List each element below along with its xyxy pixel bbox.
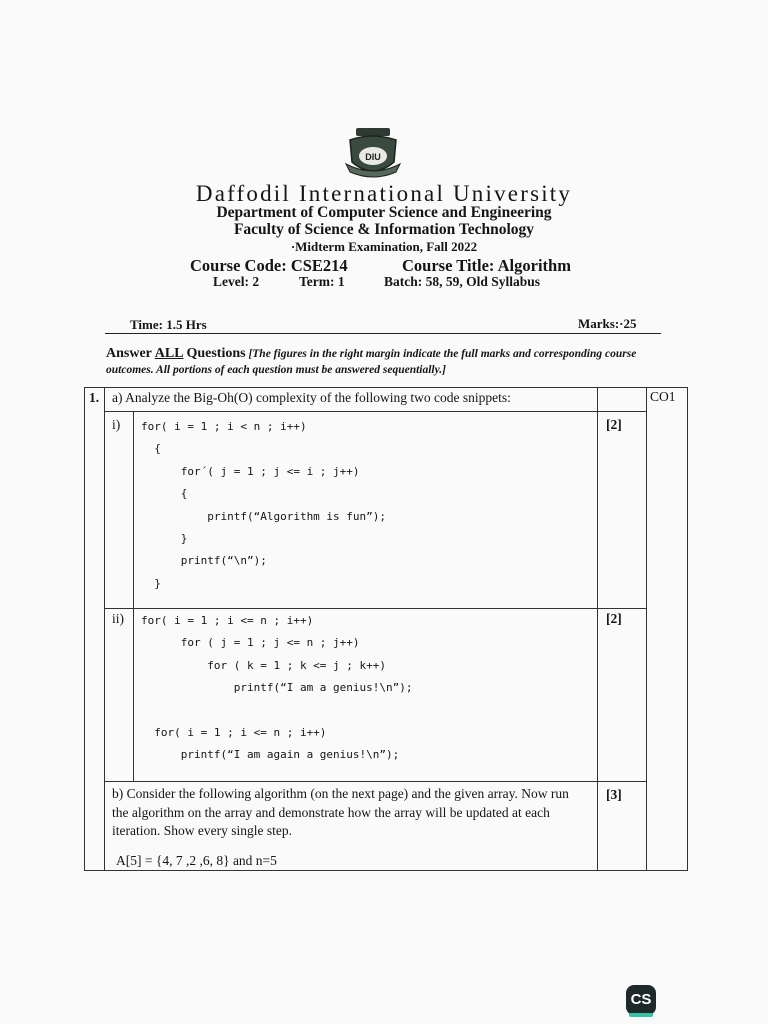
part-b-line: b) Consider the following algorithm (on the next page) and the given array. Now run [112, 786, 569, 801]
department-name: Department of Computer Science and Engineering [216, 204, 552, 221]
table-col-line [133, 411, 134, 781]
table-col-line [104, 387, 105, 871]
university-name: Daffodil International University [195, 181, 573, 206]
part-b-line: iteration. Show every single step. [112, 823, 292, 838]
divider [105, 333, 661, 334]
code-line: } [141, 576, 161, 590]
code-line: { [141, 487, 188, 501]
code-line: { [141, 442, 161, 456]
part-a-prompt: a) Analyze the Big-Oh(O) complexity of the following two code snippets: [112, 390, 511, 405]
batch: Batch: 58, 59, Old Syllabus [384, 274, 541, 289]
part-b-prompt [112, 785, 596, 841]
instr-note: [The figures in the right margin indicate the full marks and corresponding course outcomes. All portions of each question must be answered sequentially.] [106, 348, 637, 376]
table-row-line [104, 781, 647, 782]
code-line: printf(“\n”); [141, 554, 267, 568]
instr-all: ALL [154, 346, 184, 361]
term: Term: 1 [299, 274, 345, 289]
instr-questions: Questions [186, 346, 246, 361]
question-number: 1. [89, 390, 100, 405]
university-logo [344, 126, 402, 180]
sub-i-label: i) [112, 417, 121, 432]
faculty-name: Faculty of Science & Information Technology [233, 221, 535, 238]
level: Level: 2 [213, 274, 260, 289]
code-line: printf(“I am a genius!\n”); [141, 681, 413, 695]
code-line: printf(“Algorithm is fun”); [141, 509, 387, 523]
code-line: for( i = 1 ; i < n ; i++) [141, 420, 307, 433]
course-code: Course Code: CSE214 [190, 256, 348, 275]
course-title: Course Title: Algorithm [402, 256, 571, 275]
camscanner-logo: CS [626, 985, 656, 1015]
code-line: } [141, 532, 188, 546]
sub-i-marks: [2] [606, 417, 622, 432]
table-col-line [597, 387, 598, 871]
exam-time: Time: 1.5 Hrs [130, 317, 207, 332]
total-marks: Marks:·25 [578, 316, 637, 331]
logo-text: DIU [365, 152, 381, 162]
table-col-line [646, 387, 647, 871]
part-b-marks: [3] [606, 787, 622, 802]
code-line: printf(“I am again a genius!\n”); [141, 748, 400, 762]
sub-ii-marks: [2] [606, 611, 622, 626]
instr-answer: Answer [106, 346, 152, 361]
sub-ii-label: ii) [112, 611, 124, 626]
code-snippet-i [141, 416, 386, 595]
array-definition: A[5] = {4, 7 ,2 ,6, 8} and n=5 [116, 853, 277, 868]
part-b-line: the algorithm on the array and demonstrate how the array will be updated at each [112, 804, 550, 820]
course-outcome: CO1 [650, 389, 676, 404]
instructions [106, 346, 666, 378]
code-line: for( i = 1 ; i <= n ; i++) [141, 726, 327, 740]
exam-name: ·Midterm Examination, Fall 2022 [290, 239, 478, 254]
table-row-line [104, 411, 647, 412]
code-line: for´( j = 1 ; j <= i ; j++) [141, 464, 360, 478]
code-line: for ( k = 1 ; k <= j ; k++) [141, 658, 387, 672]
code-line: for( i = 1 ; i <= n ; i++) [141, 614, 314, 627]
code-line: for ( j = 1 ; j <= n ; j++) [141, 636, 360, 650]
table-row-line [104, 608, 647, 609]
code-line [141, 700, 413, 722]
code-snippet-ii [141, 610, 413, 767]
